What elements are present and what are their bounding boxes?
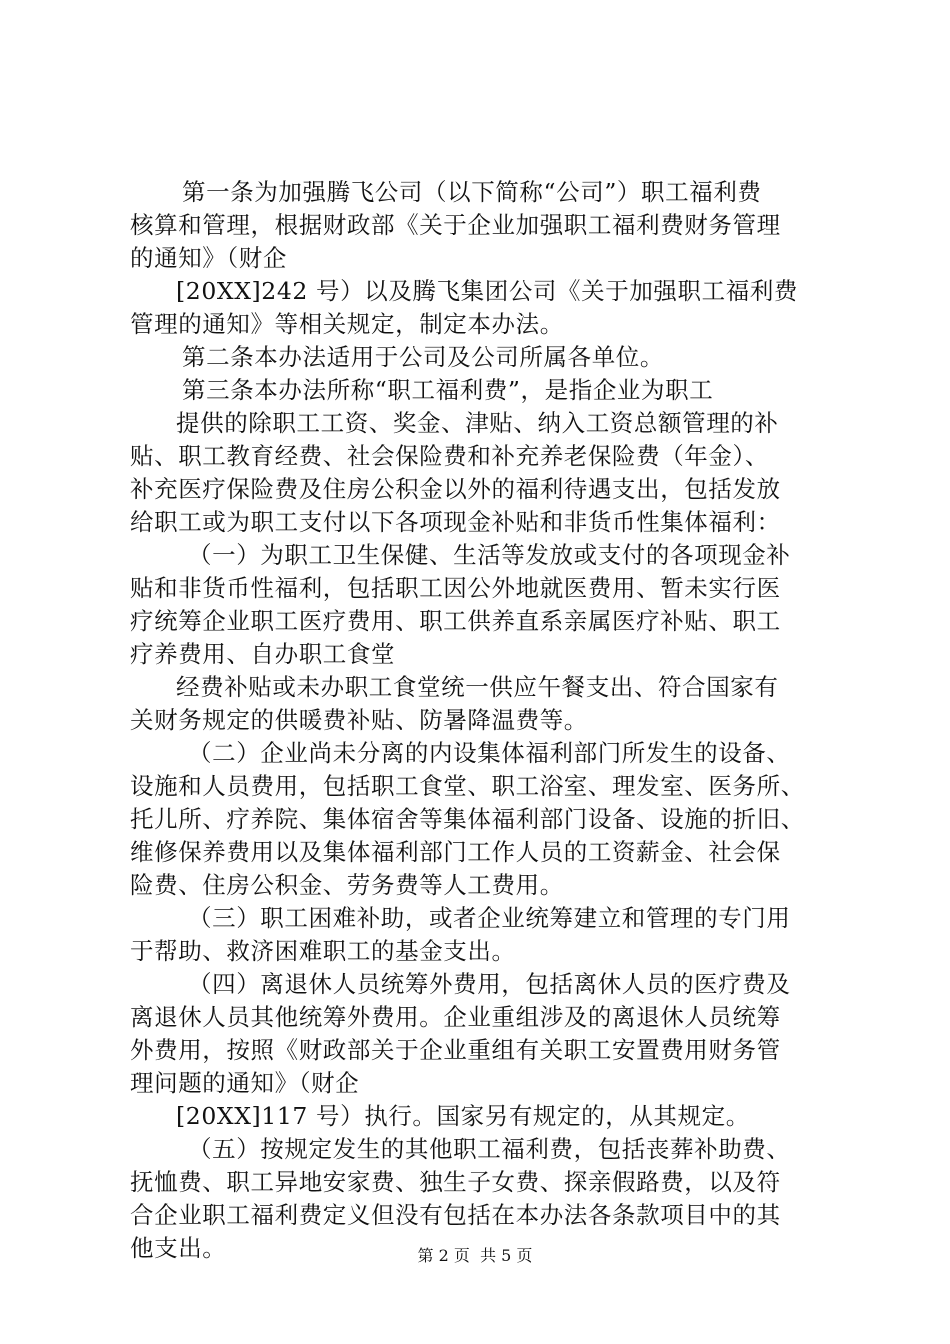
page-footer: 第 2 页 共 5 页: [417, 1246, 533, 1265]
text-line: 核算和管理，根据财政部《关于企业加强职工福利费财务管理: [130, 211, 781, 239]
text-line: 理问题的通知》（财企: [130, 1069, 360, 1097]
text-line: [20XX]117 号）执行。国家另有规定的，从其规定。: [176, 1102, 750, 1130]
text-line: 补充医疗保险费及住房公积金以外的福利待遇支出，包括发放: [130, 475, 781, 503]
text-line: 关财务规定的供暖费补贴、防暑降温费等。: [130, 706, 588, 734]
text-line: 给职工或为职工支付以下各项现金补贴和非货币性集体福利：: [130, 508, 781, 536]
text-line: 外费用，按照《财政部关于企业重组有关职工安置费用财务管: [130, 1036, 781, 1064]
text-line: 于帮助、救济困难职工的基金支出。: [130, 937, 516, 965]
text-line: 第一条为加强腾飞公司（以下简称“公司”）职工福利费: [182, 178, 762, 206]
text-line: 的通知》（财企: [130, 244, 287, 272]
text-line: 经费补贴或未办职工食堂统一供应午餐支出、符合国家有: [176, 673, 779, 701]
text-line: 贴、职工教育经费、社会保险费和补充养老保险费（年金）、: [130, 442, 769, 470]
text-line: 他支出。: [130, 1234, 227, 1262]
text-line: 托儿所、疗养院、集体宿舍等集体福利部门设备、设施的折旧、: [130, 805, 805, 833]
text-line: 设施和人员费用，包括职工食堂、职工浴室、理发室、医务所、: [130, 772, 805, 800]
text-line: 管理的通知》等相关规定，制定本办法。: [130, 310, 564, 338]
text-line: 合企业职工福利费定义但没有包括在本办法各条款项目中的其: [130, 1201, 781, 1229]
text-line: （二）企业尚未分离的内设集体福利部门所发生的设备、: [188, 739, 791, 767]
text-line: 维修保养费用以及集体福利部门工作人员的工资薪金、社会保: [130, 838, 781, 866]
text-line: 疗统筹企业职工医疗费用、职工供养直系亲属医疗补贴、职工: [130, 607, 781, 635]
text-line: （五）按规定发生的其他职工福利费，包括丧葬补助费、: [188, 1135, 791, 1163]
text-line: （三）职工困难补助，或者企业统筹建立和管理的专门用: [188, 904, 791, 932]
text-line: （一）为职工卫生保健、生活等发放或支付的各项现金补: [188, 541, 791, 569]
text-line: 第三条本办法所称“职工福利费”，是指企业为职工: [182, 376, 714, 404]
text-line: 第二条本办法适用于公司及公司所属各单位。: [182, 343, 664, 371]
text-line: 提供的除职工工资、奖金、津贴、纳入工资总额管理的补: [176, 409, 779, 437]
text-line: [20XX]242 号）以及腾飞集团公司《关于加强职工福利费: [176, 277, 799, 305]
document-body: [130, 176, 830, 1265]
text-line: 离退休人员其他统筹外费用。企业重组涉及的离退休人员统筹: [130, 1003, 781, 1031]
text-line: （四）离退休人员统筹外费用，包括离休人员的医疗费及: [188, 970, 791, 998]
text-line: 抚恤费、职工异地安家费、独生子女费、探亲假路费，以及符: [130, 1168, 781, 1196]
text-line: 疗养费用、自办职工食堂: [130, 640, 396, 668]
text-line: 贴和非货币性福利，包括职工因公外地就医费用、暂未实行医: [130, 574, 781, 602]
text-line: 险费、住房公积金、劳务费等人工费用。: [130, 871, 564, 899]
